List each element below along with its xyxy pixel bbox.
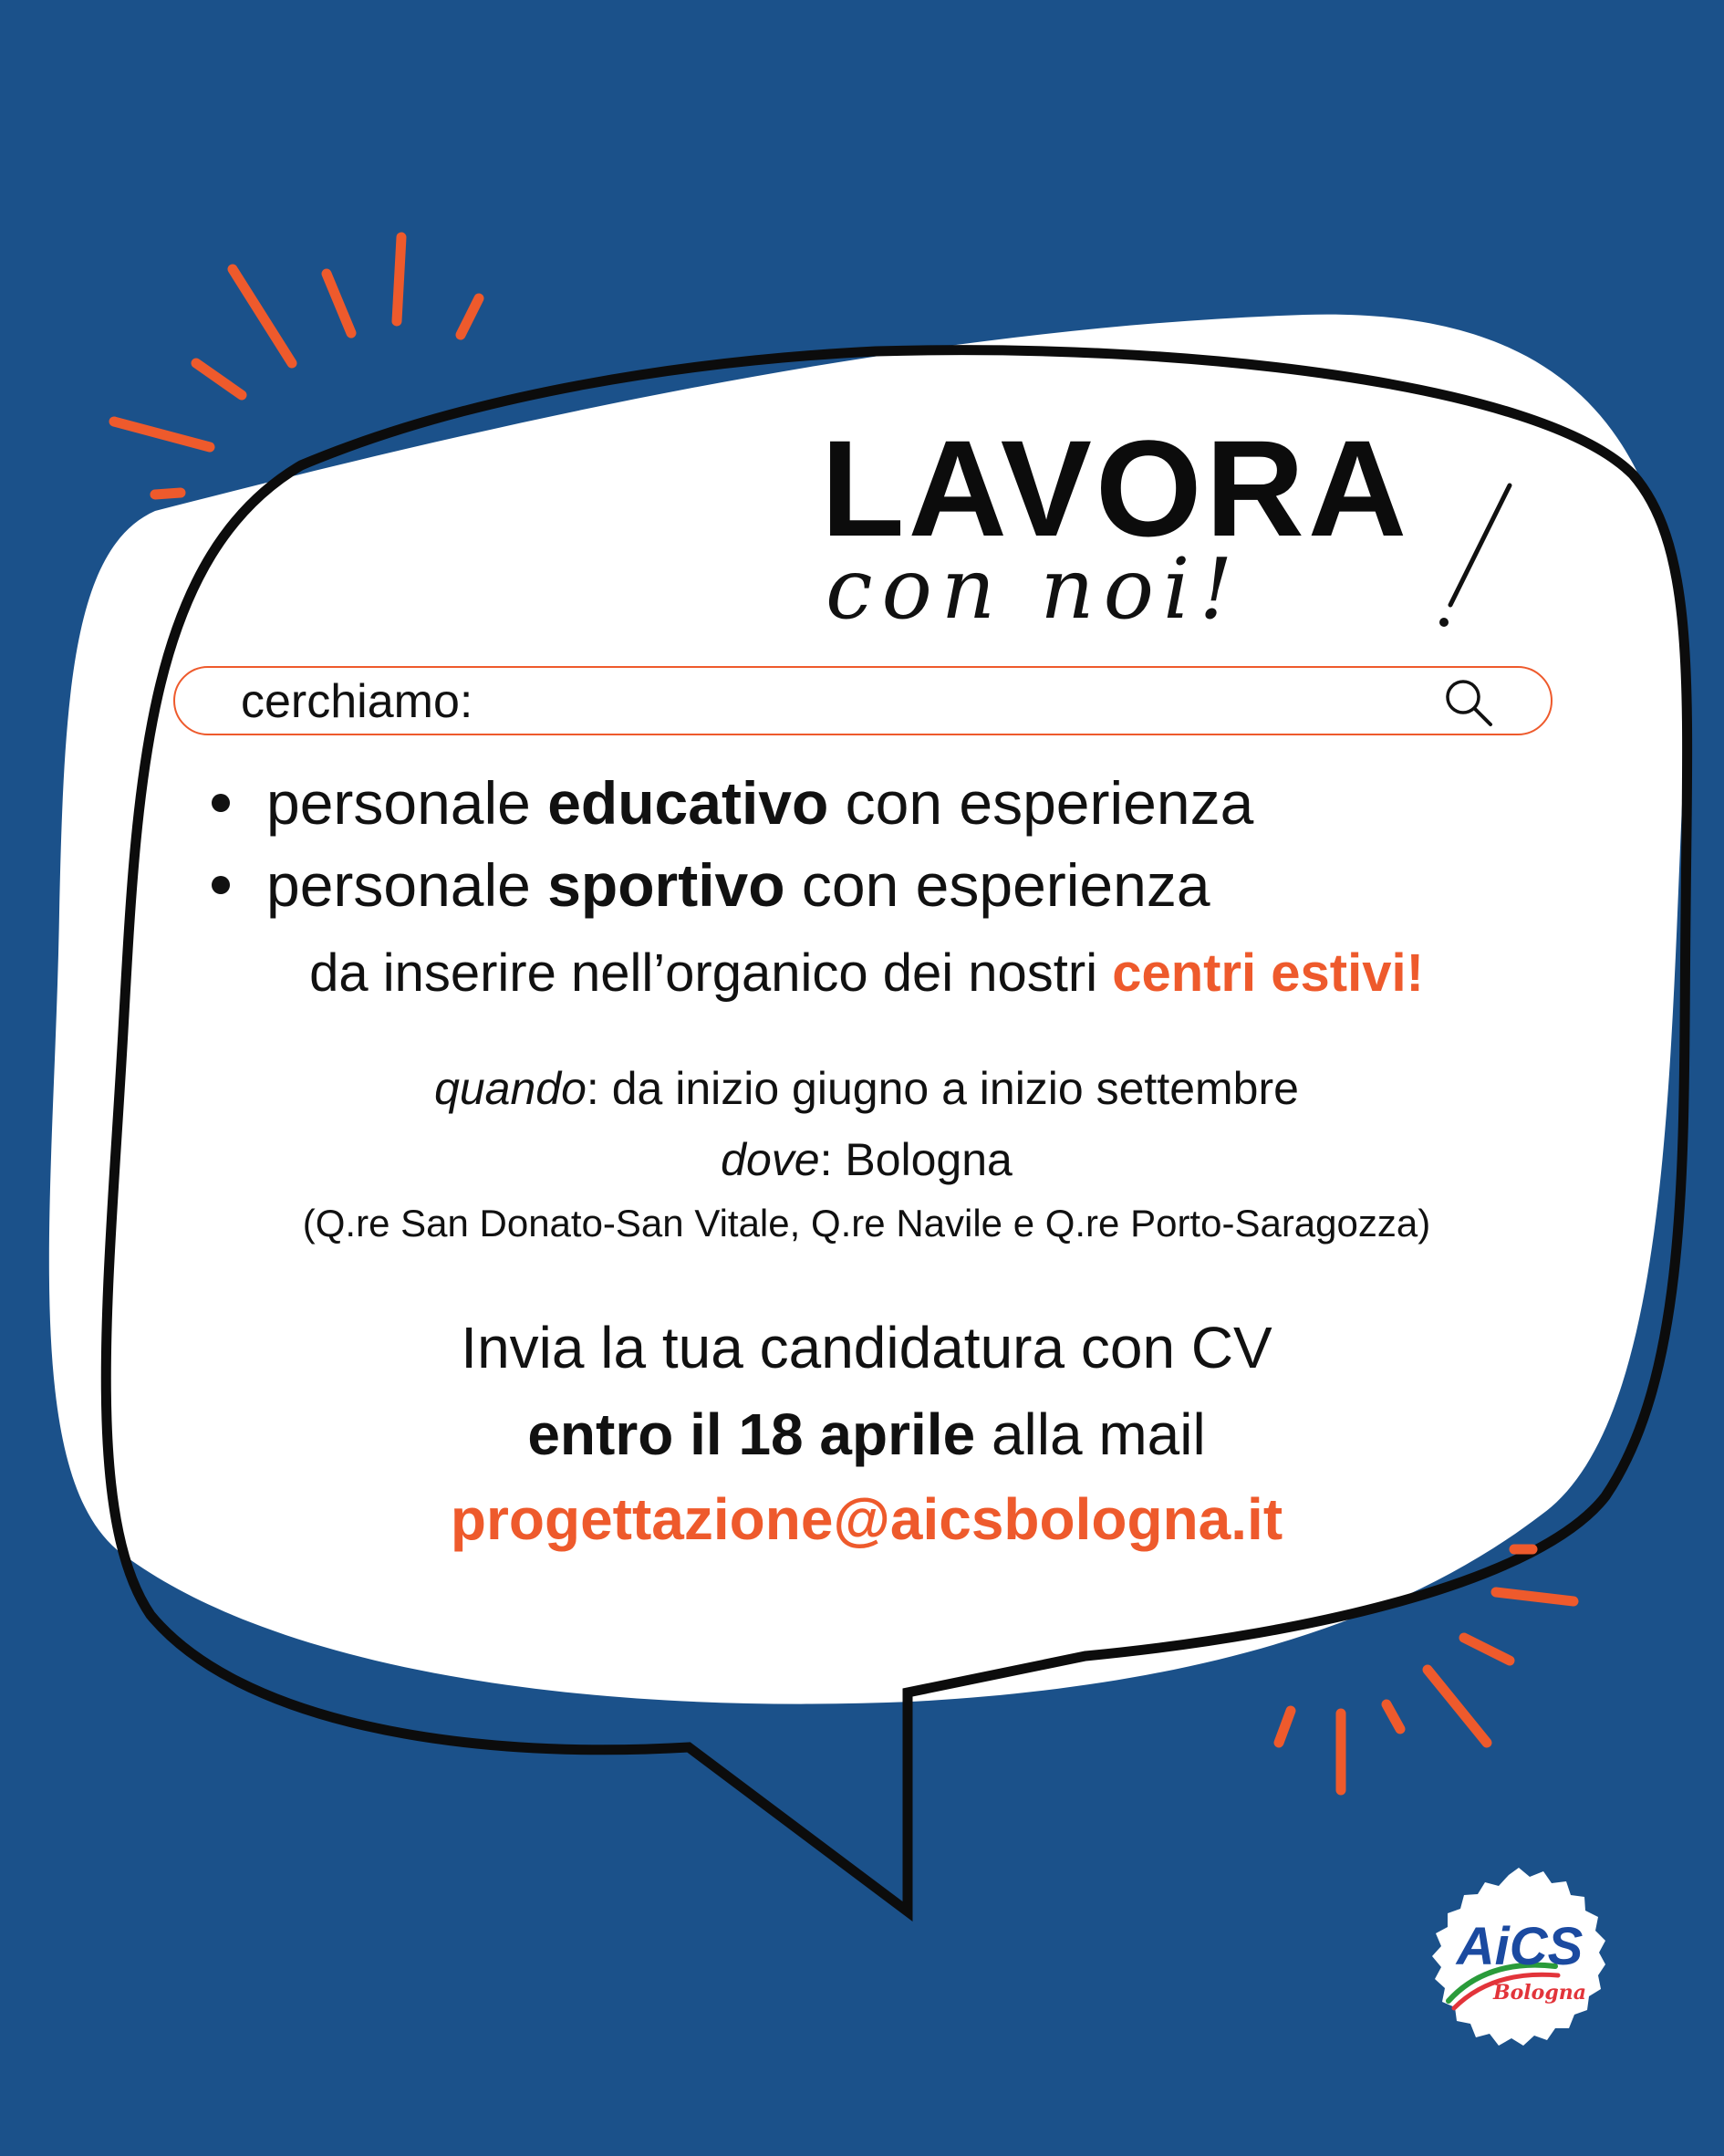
- where-line: [137, 1128, 1596, 1192]
- roles-list: [210, 762, 1560, 926]
- role-suffix: con esperienza: [784, 851, 1210, 919]
- where-value: : Bologna: [819, 1134, 1013, 1185]
- headline-subtitle: con noi!: [826, 540, 1242, 638]
- deadline-rest: alla mail: [975, 1401, 1206, 1467]
- areas-line: (Q.re San Donato-San Vitale, Q.re Navile e Q.re Porto-Saragozza): [302, 1202, 1431, 1245]
- placement-text: da inserire nell’organico dei nostri: [309, 943, 1113, 1003]
- search-bar: [173, 666, 1553, 735]
- logo-city: Bologna: [1493, 1981, 1586, 2005]
- headline-title: LAVORA: [821, 411, 1411, 565]
- placement-highlight: centri estivi!: [1112, 943, 1424, 1003]
- role-suffix: con esperienza: [828, 769, 1254, 837]
- role-prefix: personale: [266, 851, 548, 919]
- cta-line-1: Invia la tua candidatura con CV: [461, 1315, 1272, 1380]
- aics-logo: [1423, 1866, 1615, 2057]
- bullet-icon: [212, 794, 230, 812]
- cta-line-2: [137, 1393, 1596, 1475]
- bullet-icon: [212, 876, 230, 894]
- where-label: dove: [721, 1134, 820, 1185]
- role-highlight: sportivo: [547, 851, 785, 919]
- search-label: cerchiamo:: [241, 675, 473, 728]
- logo-wordmark: AiCS: [1456, 1917, 1584, 1976]
- when-label: quando: [434, 1063, 587, 1114]
- when-value: : da inizio giugno a inizio settembre: [586, 1063, 1299, 1114]
- search-icon: [1441, 675, 1496, 730]
- role-highlight: educativo: [547, 769, 829, 837]
- deadline: entro il 18 aprile: [527, 1401, 976, 1467]
- placement-line: [137, 937, 1596, 1010]
- role-prefix: personale: [266, 769, 548, 837]
- list-item: [210, 762, 1560, 844]
- email-link[interactable]: progettazione@aicsbologna.it: [450, 1486, 1283, 1552]
- when-line: [137, 1057, 1596, 1120]
- list-item: [210, 844, 1560, 926]
